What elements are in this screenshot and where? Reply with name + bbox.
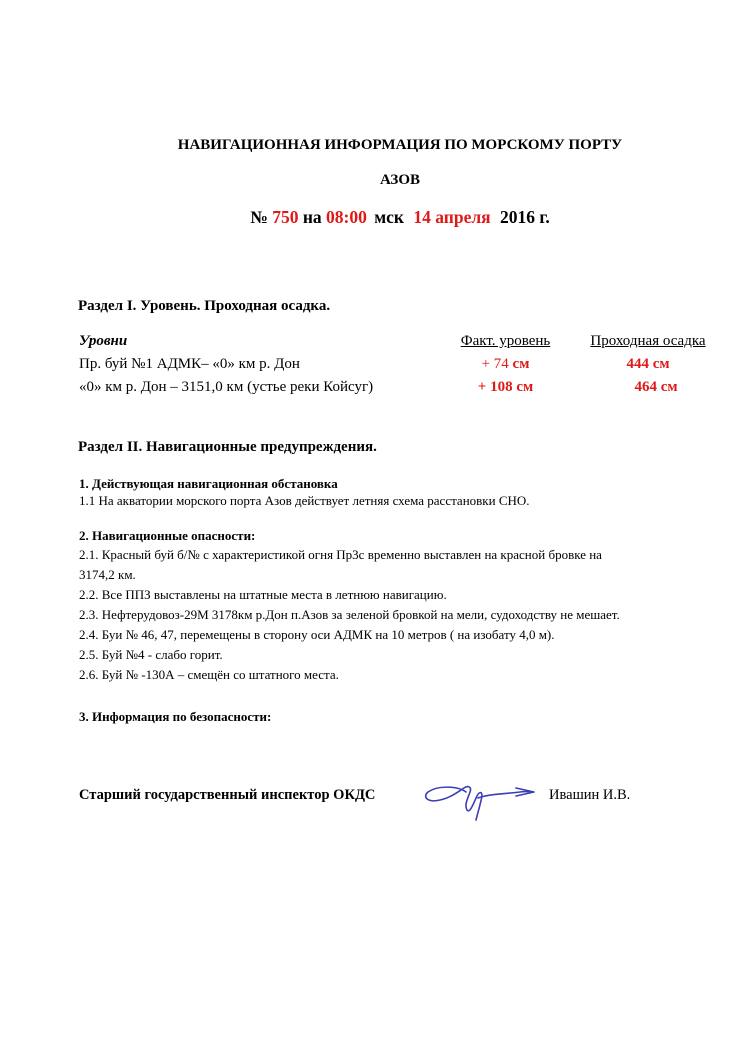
issue-number: 750: [272, 207, 299, 227]
section2-heading: Раздел II. Навигационные предупреждения.: [78, 439, 377, 455]
signature-image: [420, 772, 540, 827]
on-word: на: [302, 207, 322, 227]
level-row-name: «0» км р. Дон – 3151,0 км (устье реки Койсуг): [79, 379, 374, 395]
sub2-item: 3174,2 км.: [79, 567, 136, 582]
issue-line: [0, 207, 750, 228]
signatory-title: Старший государственный инспектор ОКДС: [79, 787, 376, 803]
sub1-item: 1.1 На акватории морского порта Азов действует летняя схема расстановки СНО.: [79, 493, 530, 508]
issue-date: 14 апреля: [413, 207, 491, 227]
fact-level-col-header: Факт. уровень: [460, 333, 551, 349]
sub2-heading: 2. Навигационные опасности:: [79, 528, 256, 543]
issue-year: 2016 г.: [500, 207, 550, 227]
fact-value: + 108: [477, 379, 513, 395]
level-row-fact: [452, 356, 559, 373]
sub2-item: 2.1. Красный буй б/№ с характеристикой огня Пр3с временно выставлен на красной бровке на: [79, 547, 602, 562]
draft-col-header: Проходная осадка: [590, 333, 706, 349]
sub2-item: 2.2. Все ППЗ выставлены на штатные места в летнюю навигацию.: [79, 587, 447, 602]
level-row-draft: 464 см: [634, 379, 678, 395]
sub3-heading: 3. Информация по безопасности:: [79, 709, 272, 724]
section1-heading: Раздел I. Уровень. Проходная осадка.: [78, 298, 331, 314]
sub2-item: 2.4. Буи № 46, 47, перемещены в сторону оси АДМК на 10 метров ( на изобату 4,0 м).: [79, 627, 555, 642]
sub2-item: 2.3. Нефтерудовоз-29М 3178км р.Дон п.Азов за зеленой бровкой на мели, судоходству не мешает.: [79, 607, 620, 622]
levels-col-header: Уровни: [79, 333, 128, 349]
signatory-name: Ивашин И.В.: [549, 787, 631, 803]
level-row-draft: 444 см: [626, 356, 670, 372]
issue-time: 08:00: [326, 207, 367, 227]
number-sign: №: [250, 207, 268, 227]
document-title: НАВИГАЦИОННАЯ ИНФОРМАЦИЯ ПО МОРСКОМУ ПОРТУ: [177, 137, 623, 153]
timezone: мск: [374, 207, 405, 227]
fact-unit: см: [512, 356, 530, 372]
fact-unit: см: [516, 379, 534, 395]
sub2-item: 2.6. Буй № -130А – смещён со штатного места.: [79, 667, 339, 682]
sub2-item: 2.5. Буй №4 - слабо горит.: [79, 647, 223, 662]
fact-value: + 74: [481, 356, 509, 372]
level-row-fact: [452, 379, 559, 396]
port-name: АЗОВ: [379, 172, 421, 188]
sub1-heading: 1. Действующая навигационная обстановка: [79, 476, 338, 491]
level-row-name: Пр. буй №1 АДМК– «0» км р. Дон: [79, 356, 300, 372]
